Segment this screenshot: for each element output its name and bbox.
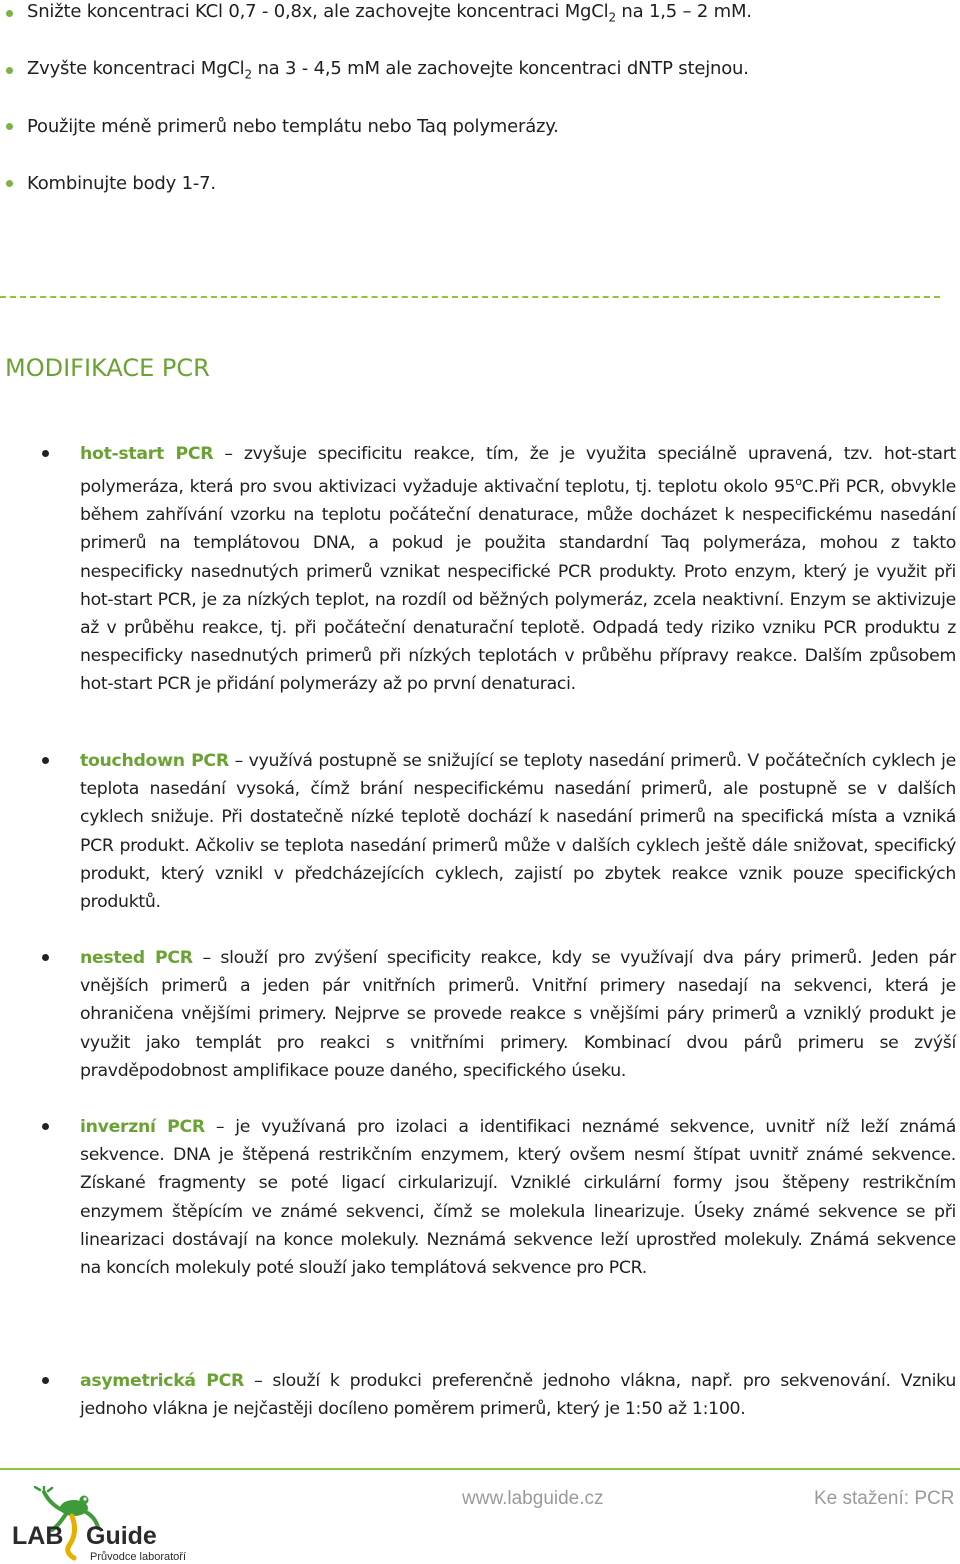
item-text: Kombinujte body 1-7. (27, 172, 216, 194)
list-item-asymmetric (80, 1367, 956, 1423)
footer-divider (0, 1468, 960, 1470)
term-name: nested PCR (80, 948, 193, 968)
bullet-icon (42, 1123, 49, 1130)
logo-lab-text: LAB (12, 1522, 64, 1550)
footer-download-label: Ke stažení: PCR (814, 1488, 955, 1509)
list-item (0, 170, 216, 196)
item-text: asymetrická PCR – slouží k produkci preferenčně jednoho vlákna, např. pro sekvenování. Vzniku jednoho vlákna je nejčastěji docíleno poměrem primerů, který je 1:50 až 1:100. (80, 1371, 957, 1420)
item-text: inverzní PCR – je využívaná pro izolaci a identifikaci neznámé sekvence, uvnitř níž leží známá sekvence. DNA je štěpená restrikčním enzymem, který ovšem nesmí štípat uvnitř známé sekvence. Získané fragmenty se poté ligací cirkularizují. Vzniklé cirkulární formy jsou štěpeny restrikčním enzymem štěpícím ve známé sekvenci, čímž se molekula linearizuje. Úseky známé sekvence se při linearizaci dostávají na konce molekuly. Neznámá sekvence leží uprostřed molekuly. Známá sekvence na koncích molekuly poté slouží jako templátová sekvence pro PCR. (80, 1117, 957, 1279)
bullet-icon (6, 10, 13, 17)
list-item (0, 0, 752, 26)
footer-url[interactable]: www.labguide.cz (462, 1488, 604, 1509)
list-item (0, 113, 559, 139)
list-item-hot-start (80, 440, 956, 699)
list-item-touchdown (80, 747, 956, 916)
list-item-inverse (80, 1113, 956, 1282)
item-text: hot-start PCR – zvyšuje specificitu reakce, tím, že je využita speciálně upravená, tzv. hot-start polymeráza, která pro svou aktivizaci vyžaduje aktivační teplotu, tj. teplotu okolo 95$^o$C.Při PCR, obvykle během zahřívání vzorku na teplotu počáteční denaturace, může docházet k nespecifickému nasedání primerů na templátovou DNA, a pokud je použita standardní Taq polymeráza, mohou z takto nespecificky nasednutých primerů vznikat nespecifické PCR produkty. Proto enzym, který je využit při hot-start PCR, je za nízkých teplot, na rozdíl od běžných polymeráz, zcela neaktivní. Enzym se aktivizuje až v průběhu reakce, tj. při počáteční denaturační teplotě. Odpadá tedy riziko vzniku PCR produktu z nespecificky nasednutých primerů při nízkých teplotách v průběhu přípravy reakce. Dalším způsobem hot-start PCR je přidání polymerázy až po první denaturaci. (80, 444, 957, 695)
list-item-nested (80, 944, 956, 1085)
bullet-icon (42, 757, 49, 764)
bullet-icon (42, 1377, 49, 1384)
bullet-icon (6, 123, 13, 130)
bullet-icon (6, 67, 13, 74)
item-text: Zvyšte koncentraci MgCl$_2$ na 3 - 4,5 mM ale zachovejte koncentraci dNTP stejnou. (27, 58, 749, 82)
term-name: hot-start PCR (80, 444, 214, 464)
labguide-logo (12, 1486, 202, 1562)
item-text: touchdown PCR – využívá postupně se snižující se teploty nasedání primerů. V počátečních cyklech je teplota nasedání vysoká, čímž brání nespecifickému nasedání primerů, ale postupně se v dalších cyklech snižuje. Při dostatečně nízké teplotě dochází k nasedání primerů na specifická místa a vzniká PCR produkt. Ačkoliv se teplota nasedání primerů může v dalších cyklech ještě dále snižovat, specifický produkt, který vznikl v předcházejících cyklech, zajistí po zbytek reakce vznik pouze specifických produktů. (80, 751, 956, 913)
list-item (0, 57, 749, 83)
logo-guide-text: Guide (86, 1522, 157, 1550)
bullet-icon (42, 450, 49, 457)
item-text: nested PCR – slouží pro zvýšení specificity reakce, kdy se využívají dva páry primerů. Jeden pár vnějších primerů a jeden pár vnitřních primerů. Vnitřní primery nasedají na sekvenci, která je ohraničena vnějšími primery. Nejprve se provede reakce s vnějšími páry primerů a vzniklý produkt je využit jako templát pro reakci s vnitřními primery. Kombinací dvou párů primeru se zvýší pravděpodobnost amplifikace pouze daného, specifického úseku. (80, 948, 956, 1081)
bullet-icon (6, 180, 13, 187)
term-name: touchdown PCR (80, 751, 229, 771)
item-text: Snižte koncentraci KCl 0,7 - 0,8x, ale zachovejte koncentraci MgCl$_2$ na 1,5 – 2 mM. (27, 1, 752, 25)
bullet-icon (42, 954, 49, 961)
item-text: Použijte méně primerů nebo templátu nebo Taq polymerázy. (27, 115, 559, 137)
term-name: inverzní PCR (80, 1117, 205, 1137)
dashed-divider (0, 296, 940, 298)
term-name: asymetrická PCR (80, 1371, 245, 1391)
section-title: MODIFIKACE PCR (5, 354, 210, 382)
logo-subtitle: Průvodce laboratoří (90, 1551, 186, 1562)
